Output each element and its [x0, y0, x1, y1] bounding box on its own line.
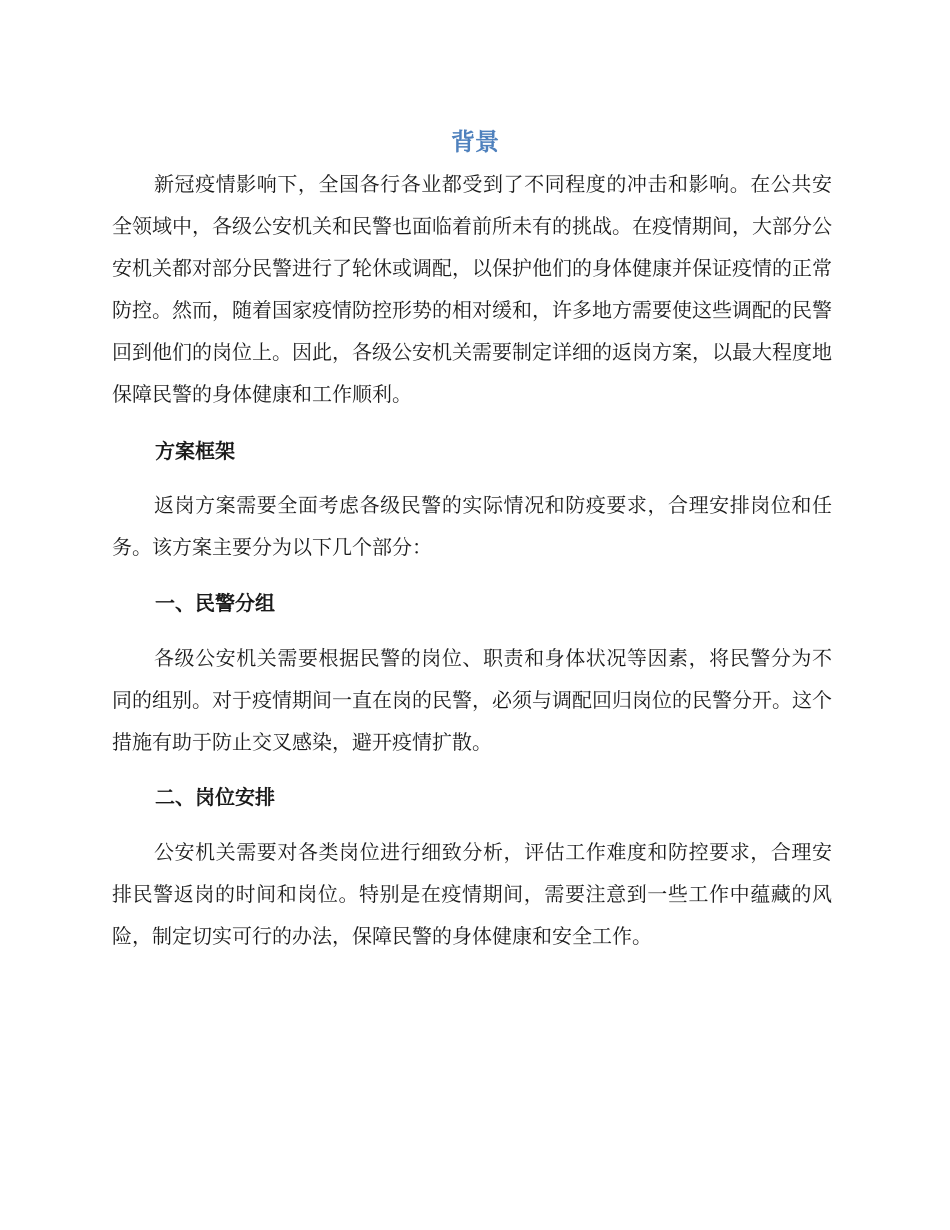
- section2-paragraph: 公安机关需要对各类岗位进行细致分析，评估工作难度和防控要求，合理安排民警返岗的时间和岗位。特别是在疫情期间，需要注意到一些工作中蕴藏的风险，制定切实可行的办法，保障民警的身体健康和安全工作。: [112, 840, 832, 948]
- page-title: 背景: [451, 128, 499, 156]
- framework-paragraph: 返岗方案需要全面考虑各级民警的实际情况和防疫要求，合理安排岗位和任务。该方案主要分为以下几个部分：: [112, 493, 832, 559]
- section2-heading: 二、岗位安排: [155, 785, 275, 809]
- intro-paragraph: 新冠疫情影响下，全国各行各业都受到了不同程度的冲击和影响。在公共安全领域中，各级公安机关和民警也面临着前所未有的挑战。在疫情期间，大部分公安机关都对部分民警进行了轮休或调配，以保护他们的身体健康并保证疫情的正常防控。然而，随着国家疫情防控形势的相对缓和，许多地方需要使这些调配的民警回到他们的岗位上。因此，各级公安机关需要制定详细的返岗方案，以最大程度地保障民警的身体健康和工作顺利。: [112, 172, 832, 406]
- section1-heading: 一、民警分组: [155, 591, 275, 615]
- framework-heading: 方案框架: [155, 439, 235, 463]
- section1-paragraph: 各级公安机关需要根据民警的岗位、职责和身体状况等因素，将民警分为不同的组别。对于疫情期间一直在岗的民警，必须与调配回归岗位的民警分开。这个措施有助于防止交叉感染，避开疫情扩散。: [112, 646, 832, 754]
